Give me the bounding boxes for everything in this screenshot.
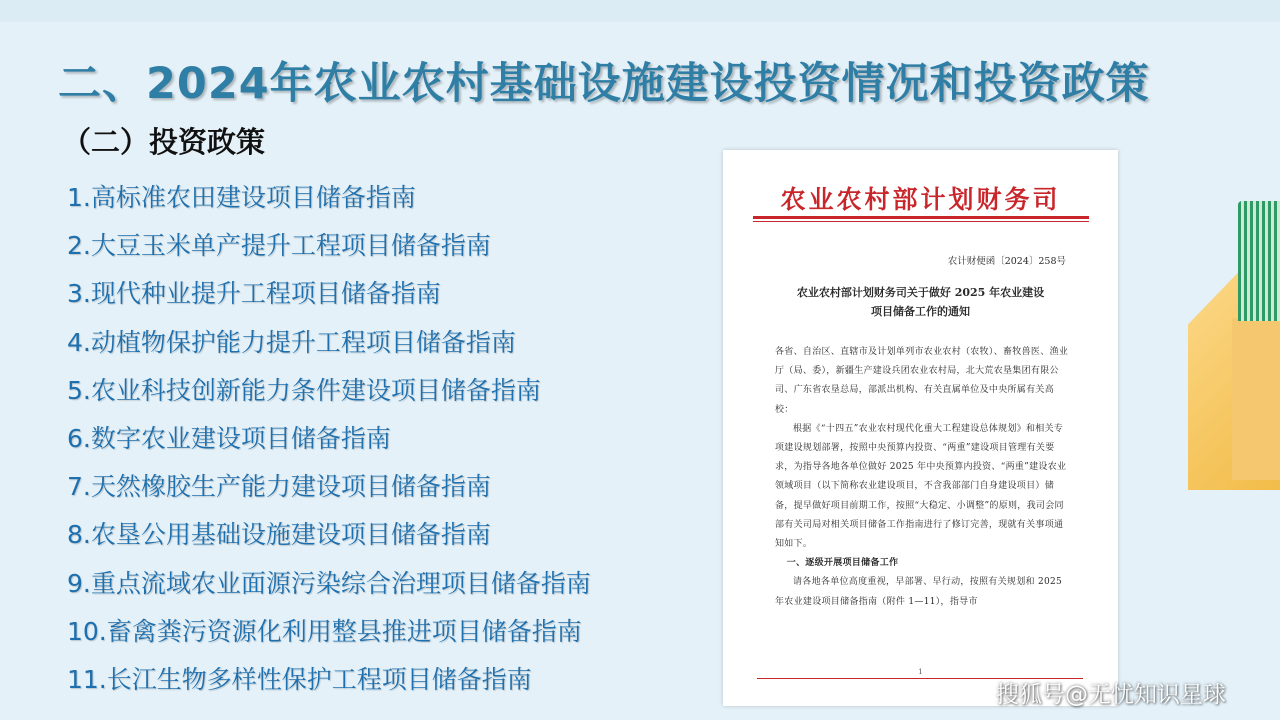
decoration-green-pattern — [1238, 201, 1280, 321]
guide-item-8: 8.农垦公用基础设施建设项目储备指南 — [67, 520, 491, 550]
document-subject — [763, 283, 1078, 321]
notice-document — [723, 150, 1118, 706]
guide-item-5: 5.农业科技创新能力条件建设项目储备指南 — [67, 375, 541, 405]
header-rule-thin — [753, 221, 1089, 222]
subject-line-1: 农业农村部计划财务司关于做好 2025 年农业建设 — [796, 286, 1045, 299]
document-body — [775, 343, 1071, 612]
document-header: 农业农村部计划财务司 — [780, 185, 1061, 214]
watermark: 搜狐号@无忧知识星球 — [996, 682, 1226, 708]
guide-item-2: 2.大豆玉米单产提升工程项目储备指南 — [67, 231, 491, 261]
body-paragraph-2: 请各地各单位高度重视，早部署、早行动，按照有关规划和 2025 年农业建设项目储备指南（附件 1—11），指导市 — [775, 577, 1063, 607]
body-paragraph-1: 根据《“十四五”农业农村现代化重大工程建设总体规划》和相关专项建设规划部署，按照中央预算内投资、“两重”建设项目管理有关要求，为指导各地各单位做好 2025 年中央预算内投资、“两重”建设农业领域项目（以下简称农业建设项目，不含我部部门自身建设项目）储备，提早做好项目前期工作，按照“大稳定、小调整”的原则，我司会同部有关司局对相关项目储备工作指南进行了修订完善，现就有关事项通知如下。 — [775, 423, 1067, 550]
guide-item-10: 10.畜禽粪污资源化利用整县推进项目储备指南 — [67, 616, 582, 646]
guide-item-1: 1.高标准农田建设项目储备指南 — [67, 183, 416, 212]
header-rule — [753, 216, 1089, 219]
top-bar — [0, 0, 1280, 22]
document-number: 农计财便函〔2024〕258号 — [947, 256, 1066, 267]
page-number: 1 — [918, 668, 923, 676]
addressee: 各省、自治区、直辖市及计划单列市农业农村（农牧）、畜牧兽医、渔业厅（局、委），新疆生产建设兵团农业农村局，北大荒农垦集团有限公司、广东省农垦总局，部派出机构、有关直属单位及中央所属有关高校： — [775, 347, 1069, 415]
guide-item-11: 11.长江生物多样性保护工程项目储备指南 — [67, 664, 532, 694]
guide-item-6: 6.数字农业建设项目储备指南 — [67, 423, 391, 453]
guide-item-4: 4.动植物保护能力提升工程项目储备指南 — [67, 327, 516, 357]
subject-line-2: 项目储备工作的通知 — [871, 305, 970, 318]
page-title: 二、2024年农业农村基础设施建设投资情况和投资政策 — [58, 59, 1150, 109]
section-heading-1: 一、逐级开展项目储备工作 — [786, 558, 899, 569]
guide-item-3: 3.现代种业提升工程项目储备指南 — [67, 279, 441, 309]
decoration-orange-shape — [1232, 318, 1280, 480]
guide-item-9: 9.重点流域农业面源污染综合治理项目储备指南 — [67, 568, 591, 598]
guide-item-7: 7.天然橡胶生产能力建设项目储备指南 — [67, 472, 491, 502]
guide-list — [67, 176, 591, 706]
section-title: （二）投资政策 — [62, 125, 266, 159]
